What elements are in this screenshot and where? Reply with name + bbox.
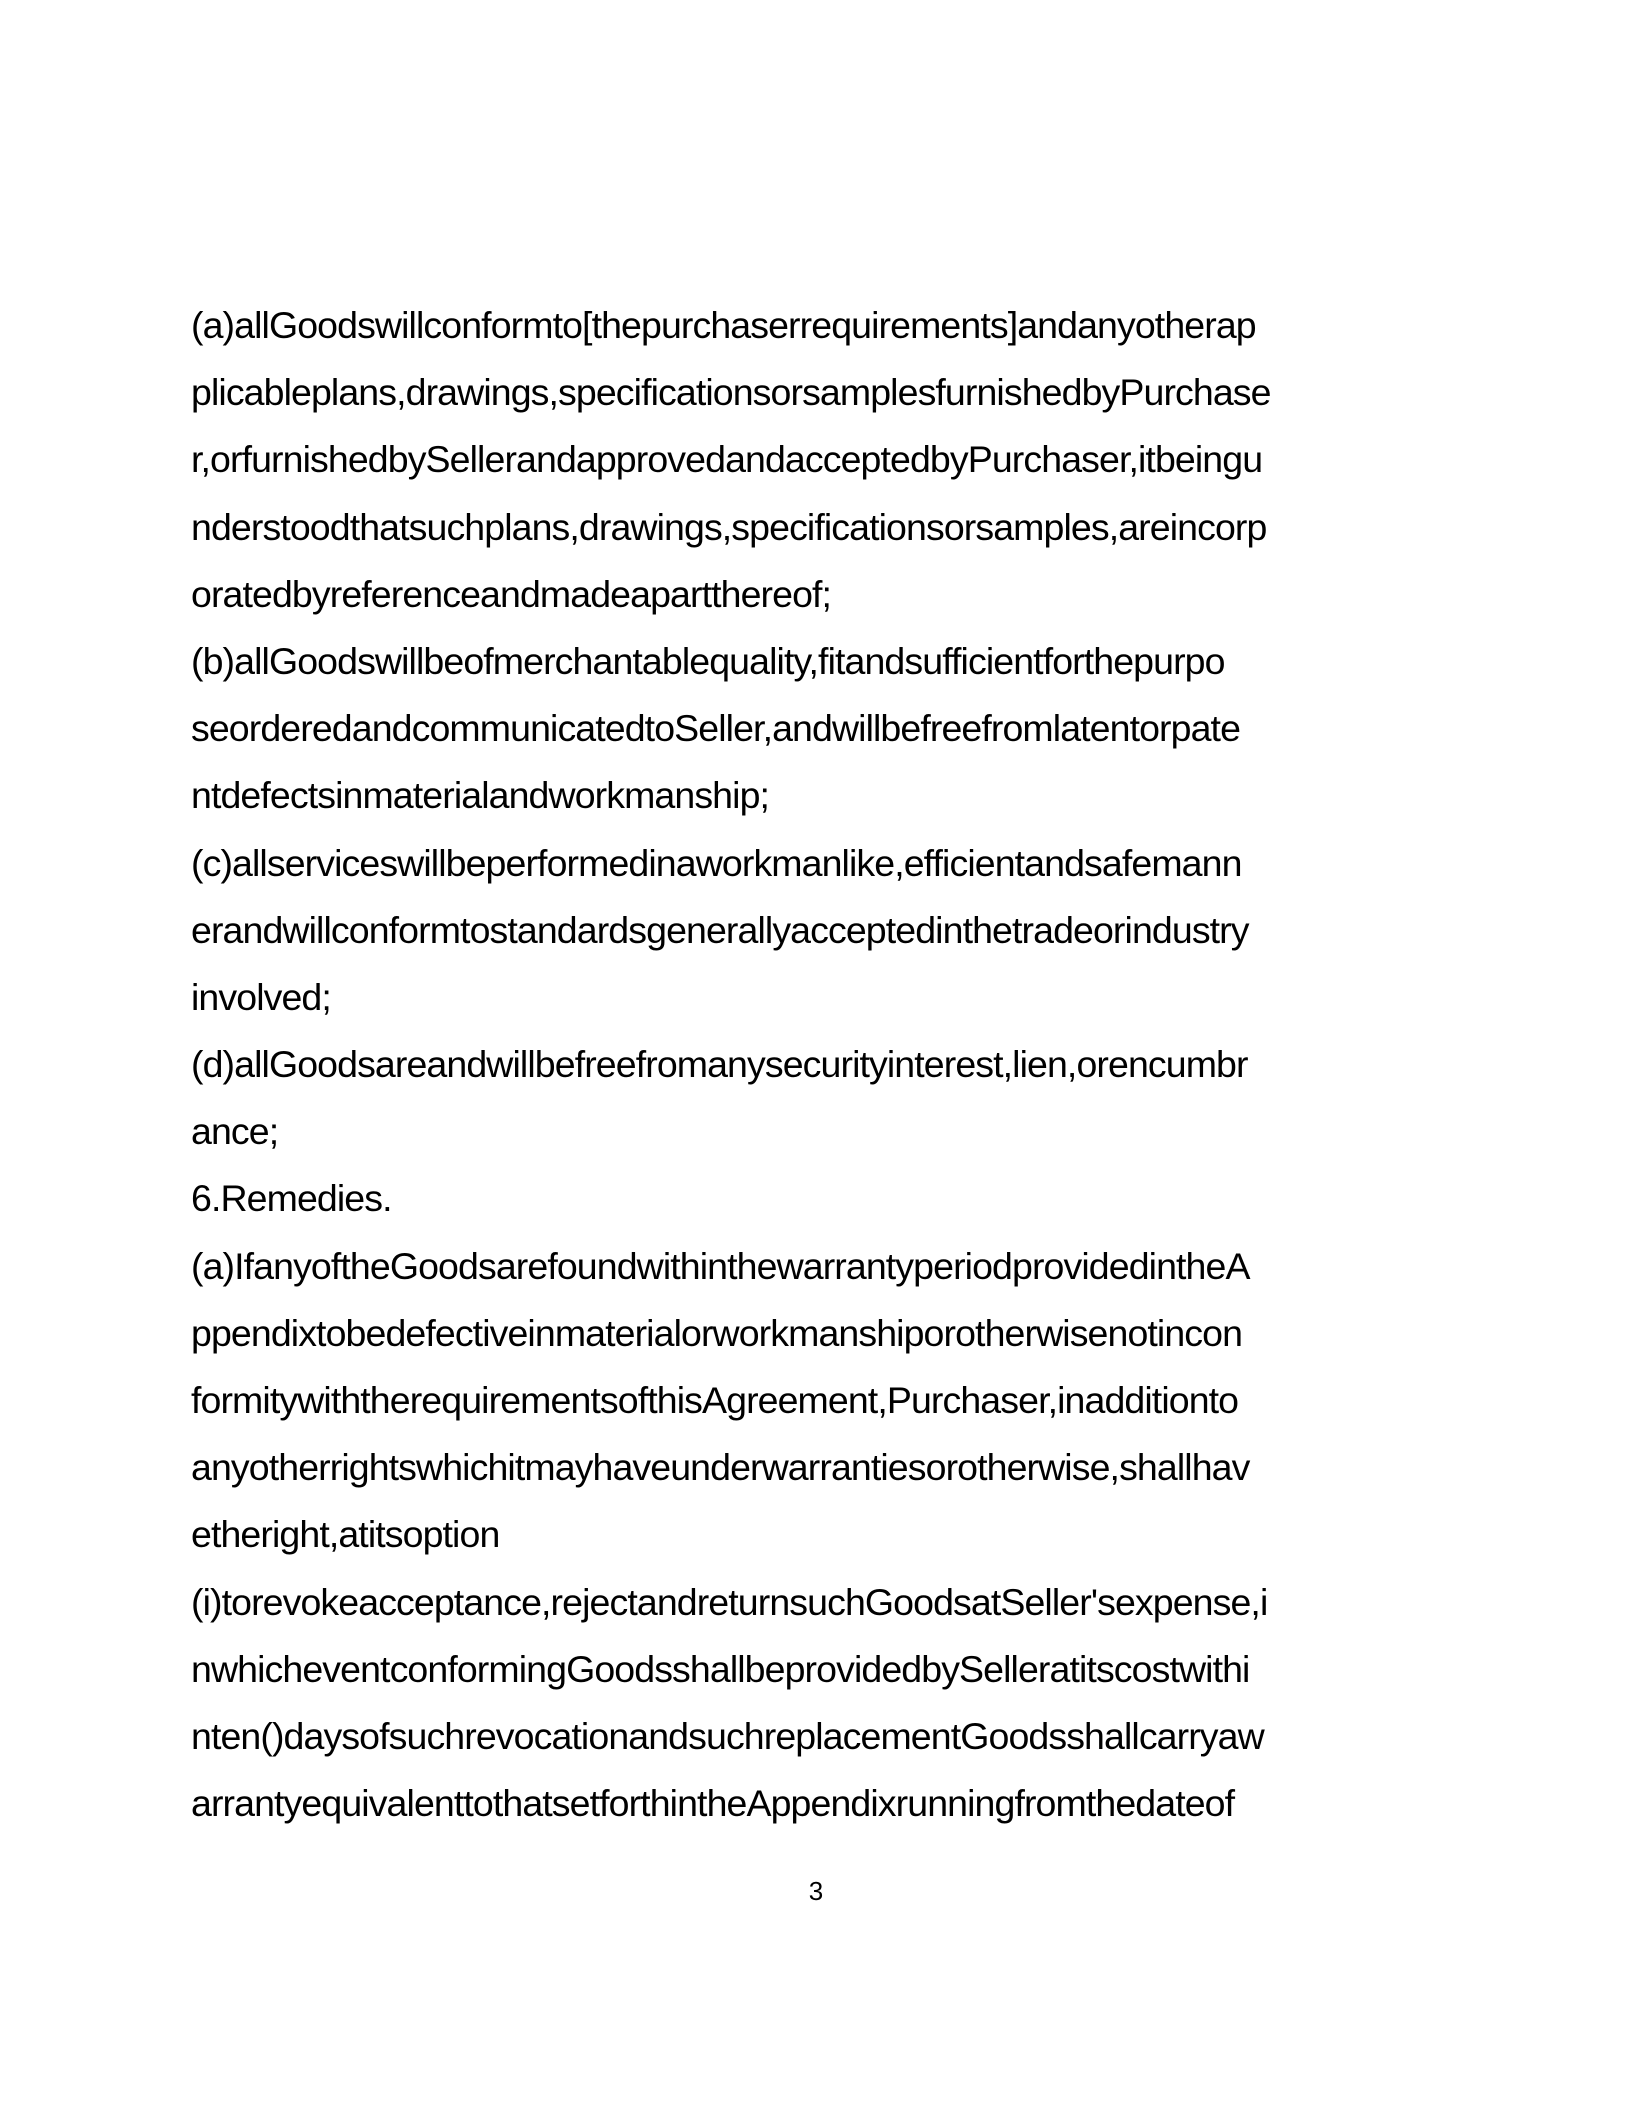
text-line: r,orfurnishedbySellerandapprovedandacceptedbyPurchaser,itbeingu bbox=[191, 438, 1263, 481]
text-line: ntdefectsinmaterialandworkmanship; bbox=[191, 774, 770, 817]
text-line: involved; bbox=[191, 975, 331, 1018]
text-line: seorderedandcommunicatedtoSeller,andwillbefreefromlatentorpate bbox=[191, 707, 1241, 750]
page-number: 3 bbox=[808, 1876, 824, 1906]
text-line: nten()daysofsuchrevocationandsuchreplacementGoodsshallcarryaw bbox=[191, 1714, 1264, 1757]
text-line: (i)torevokeacceptance,rejectandreturnsuchGoodsatSeller'sexpense,i bbox=[191, 1580, 1268, 1623]
text-line: arrantyequivalenttothatsetforthintheAppendixrunningfromthedateof bbox=[191, 1782, 1235, 1825]
text-line: (a)allGoodswillconformto[thepurchaserrequirements]andanyotherap bbox=[191, 304, 1256, 346]
text-line: nderstoodthatsuchplans,drawings,specificationsorsamples,areincorp bbox=[191, 505, 1267, 548]
text-line: (c)allserviceswillbeperformedinaworkmanlike,efficientandsafemann bbox=[191, 841, 1242, 884]
section-heading: 6.Remedies. bbox=[191, 1177, 392, 1220]
text-line: plicableplans,drawings,specificationsorsamplesfurnishedbyPurchase bbox=[191, 371, 1271, 414]
text-line: formitywiththerequirementsofthisAgreement,Purchaser,inadditionto bbox=[191, 1379, 1239, 1421]
body-text bbox=[191, 292, 1451, 1837]
text-line: ppendixtobedefectiveinmaterialorworkmanshiporotherwisenotincon bbox=[191, 1311, 1243, 1354]
text-line: ance; bbox=[191, 1110, 279, 1153]
text-line: anyotherrightswhichitmayhaveunderwarrantiesorotherwise,shallhav bbox=[191, 1446, 1250, 1489]
text-line: etheright,atitsoption bbox=[191, 1513, 500, 1556]
text-line: (a)IfanyoftheGoodsarefoundwithinthewarrantyperiodprovidedintheA bbox=[191, 1244, 1250, 1287]
text-line: erandwillconformtostandardsgenerallyacceptedinthetradeorindustry bbox=[191, 908, 1249, 951]
text-line: (d)allGoodsareandwillbefreefromanysecurityinterest,lien,orencumbr bbox=[191, 1043, 1248, 1086]
text-line: (b)allGoodswillbeofmerchantablequality,fitandsufficientforthepurpo bbox=[191, 639, 1225, 682]
text-line: oratedbyreferenceandmadeapartthereof; bbox=[191, 572, 832, 615]
text-line: nwhicheventconformingGoodsshallbeprovidedbySelleratitscostwithi bbox=[191, 1647, 1250, 1690]
